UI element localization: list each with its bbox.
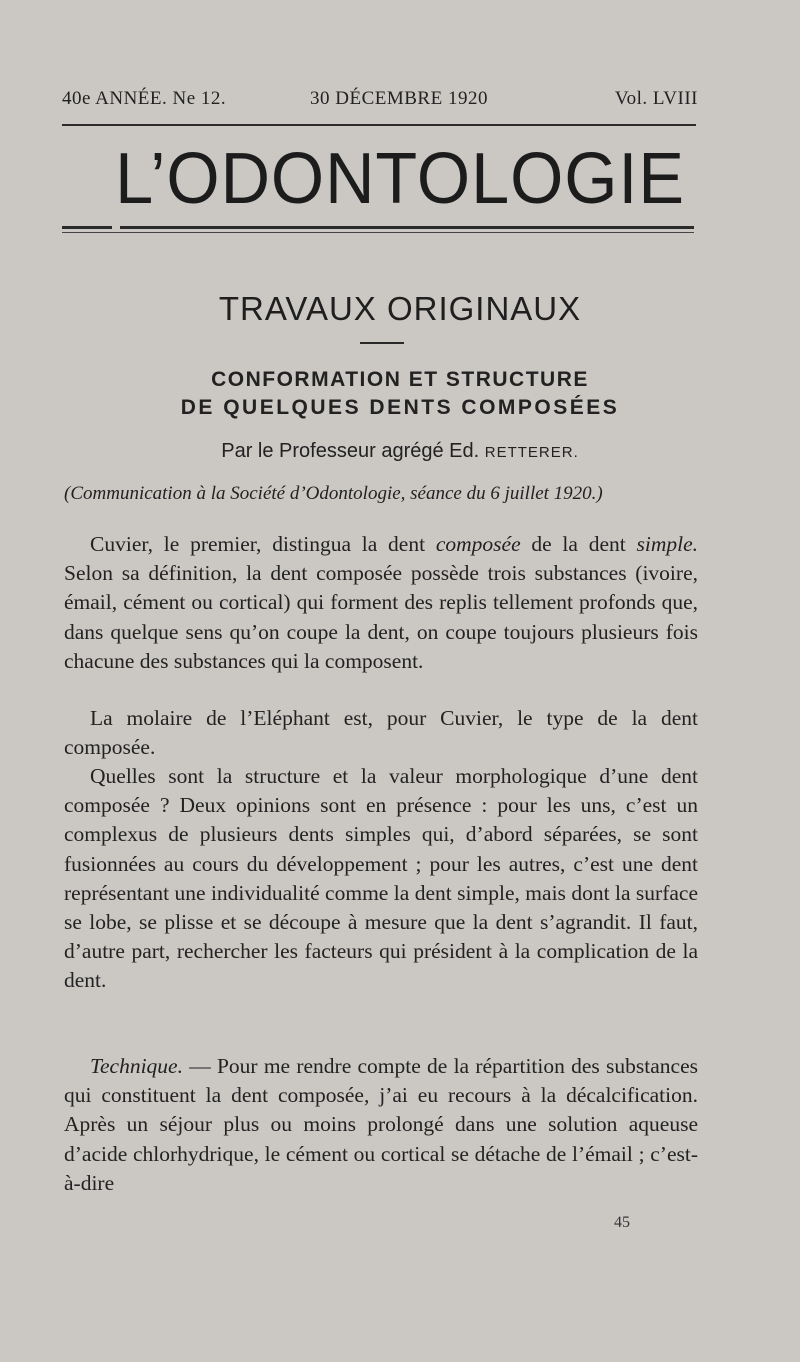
- issue-date: 30 DÉCEMBRE 1920: [310, 88, 488, 109]
- title-rule-left: [62, 226, 112, 229]
- section-title: TRAVAUX ORIGINAUX: [218, 290, 582, 327]
- p2-text: La molaire de l’Eléphant est, pour Cuvier, le type de la dent composée.: [64, 706, 698, 760]
- byline-prefix: Par le Professeur agrégé Ed.: [221, 440, 480, 462]
- issue-label: 40e ANNÉE. Ne 12.: [62, 88, 227, 109]
- paragraph-2: [64, 704, 698, 762]
- author-name: RETTERER.: [484, 444, 579, 461]
- volume-label: Vol. LVIII: [614, 88, 698, 109]
- p4-text: — Pour me rendre compte de la répartition des substances qui constituent la dent composée, j’ai eu recours à la décalcification. Après un séjour plus ou moins prolongé dans une solution aqueuse d’acide chlorhydrique, le cément ou cortical se détache de l’émail ; c’est-à-dire: [64, 1054, 698, 1195]
- article-title-line1: CONFORMATION ET STRUCTURE: [211, 368, 589, 391]
- p1-text-a: Cuvier, le premier, distingua la dent: [90, 532, 436, 556]
- journal-title: L’ODONTOLOGIE: [115, 139, 685, 219]
- byline: [0, 440, 800, 463]
- paragraph-3: [64, 762, 698, 996]
- p1-emphasis-1: composée: [435, 532, 521, 556]
- p1-emphasis-2: simple.: [636, 532, 699, 556]
- p1-text-c: Selon sa définition, la dent composée possède trois substances (ivoire, émail, cément ou cortical) qui forment des replis tellement profonds que, dans quelque sens qu’on coupe la dent, on coupe toujours plusieurs fois chacune des substances qui la composent.: [64, 561, 698, 673]
- paragraph-4: [64, 1052, 698, 1198]
- section-rule: [360, 342, 404, 344]
- p4-emphasis: Technique.: [90, 1054, 183, 1078]
- title-rule-right: [120, 226, 694, 229]
- p3-text: Quelles sont la structure et la valeur morphologique d’une dent composée ? Deux opinions sont en présence : pour les uns, c’est un complexus de plusieurs dents simples qui, d’abord séparées, se sont fusionnées au cours du développement ; pour les autres, c’est une dent représentant une individualité comme la dent simple, mais dont la surface se lobe, se plisse et se découpe à mesure que la dent s’agrandit. Il faut, d’autre part, rechercher les facteurs qui président à la complication de la dent.: [64, 764, 698, 993]
- title-rule-thin: [62, 232, 694, 233]
- page-number: 45: [614, 1214, 630, 1231]
- communication-note: (Communication à la Société d’Odontologie, séance du 6 juillet 1920.): [64, 483, 603, 504]
- paragraph-1: [64, 530, 698, 676]
- p1-text-b: de la dent: [520, 532, 637, 556]
- running-header: [62, 88, 698, 120]
- article-title-line2: DE QUELQUES DENTS COMPOSÉES: [180, 396, 620, 419]
- header-rule: [62, 124, 696, 126]
